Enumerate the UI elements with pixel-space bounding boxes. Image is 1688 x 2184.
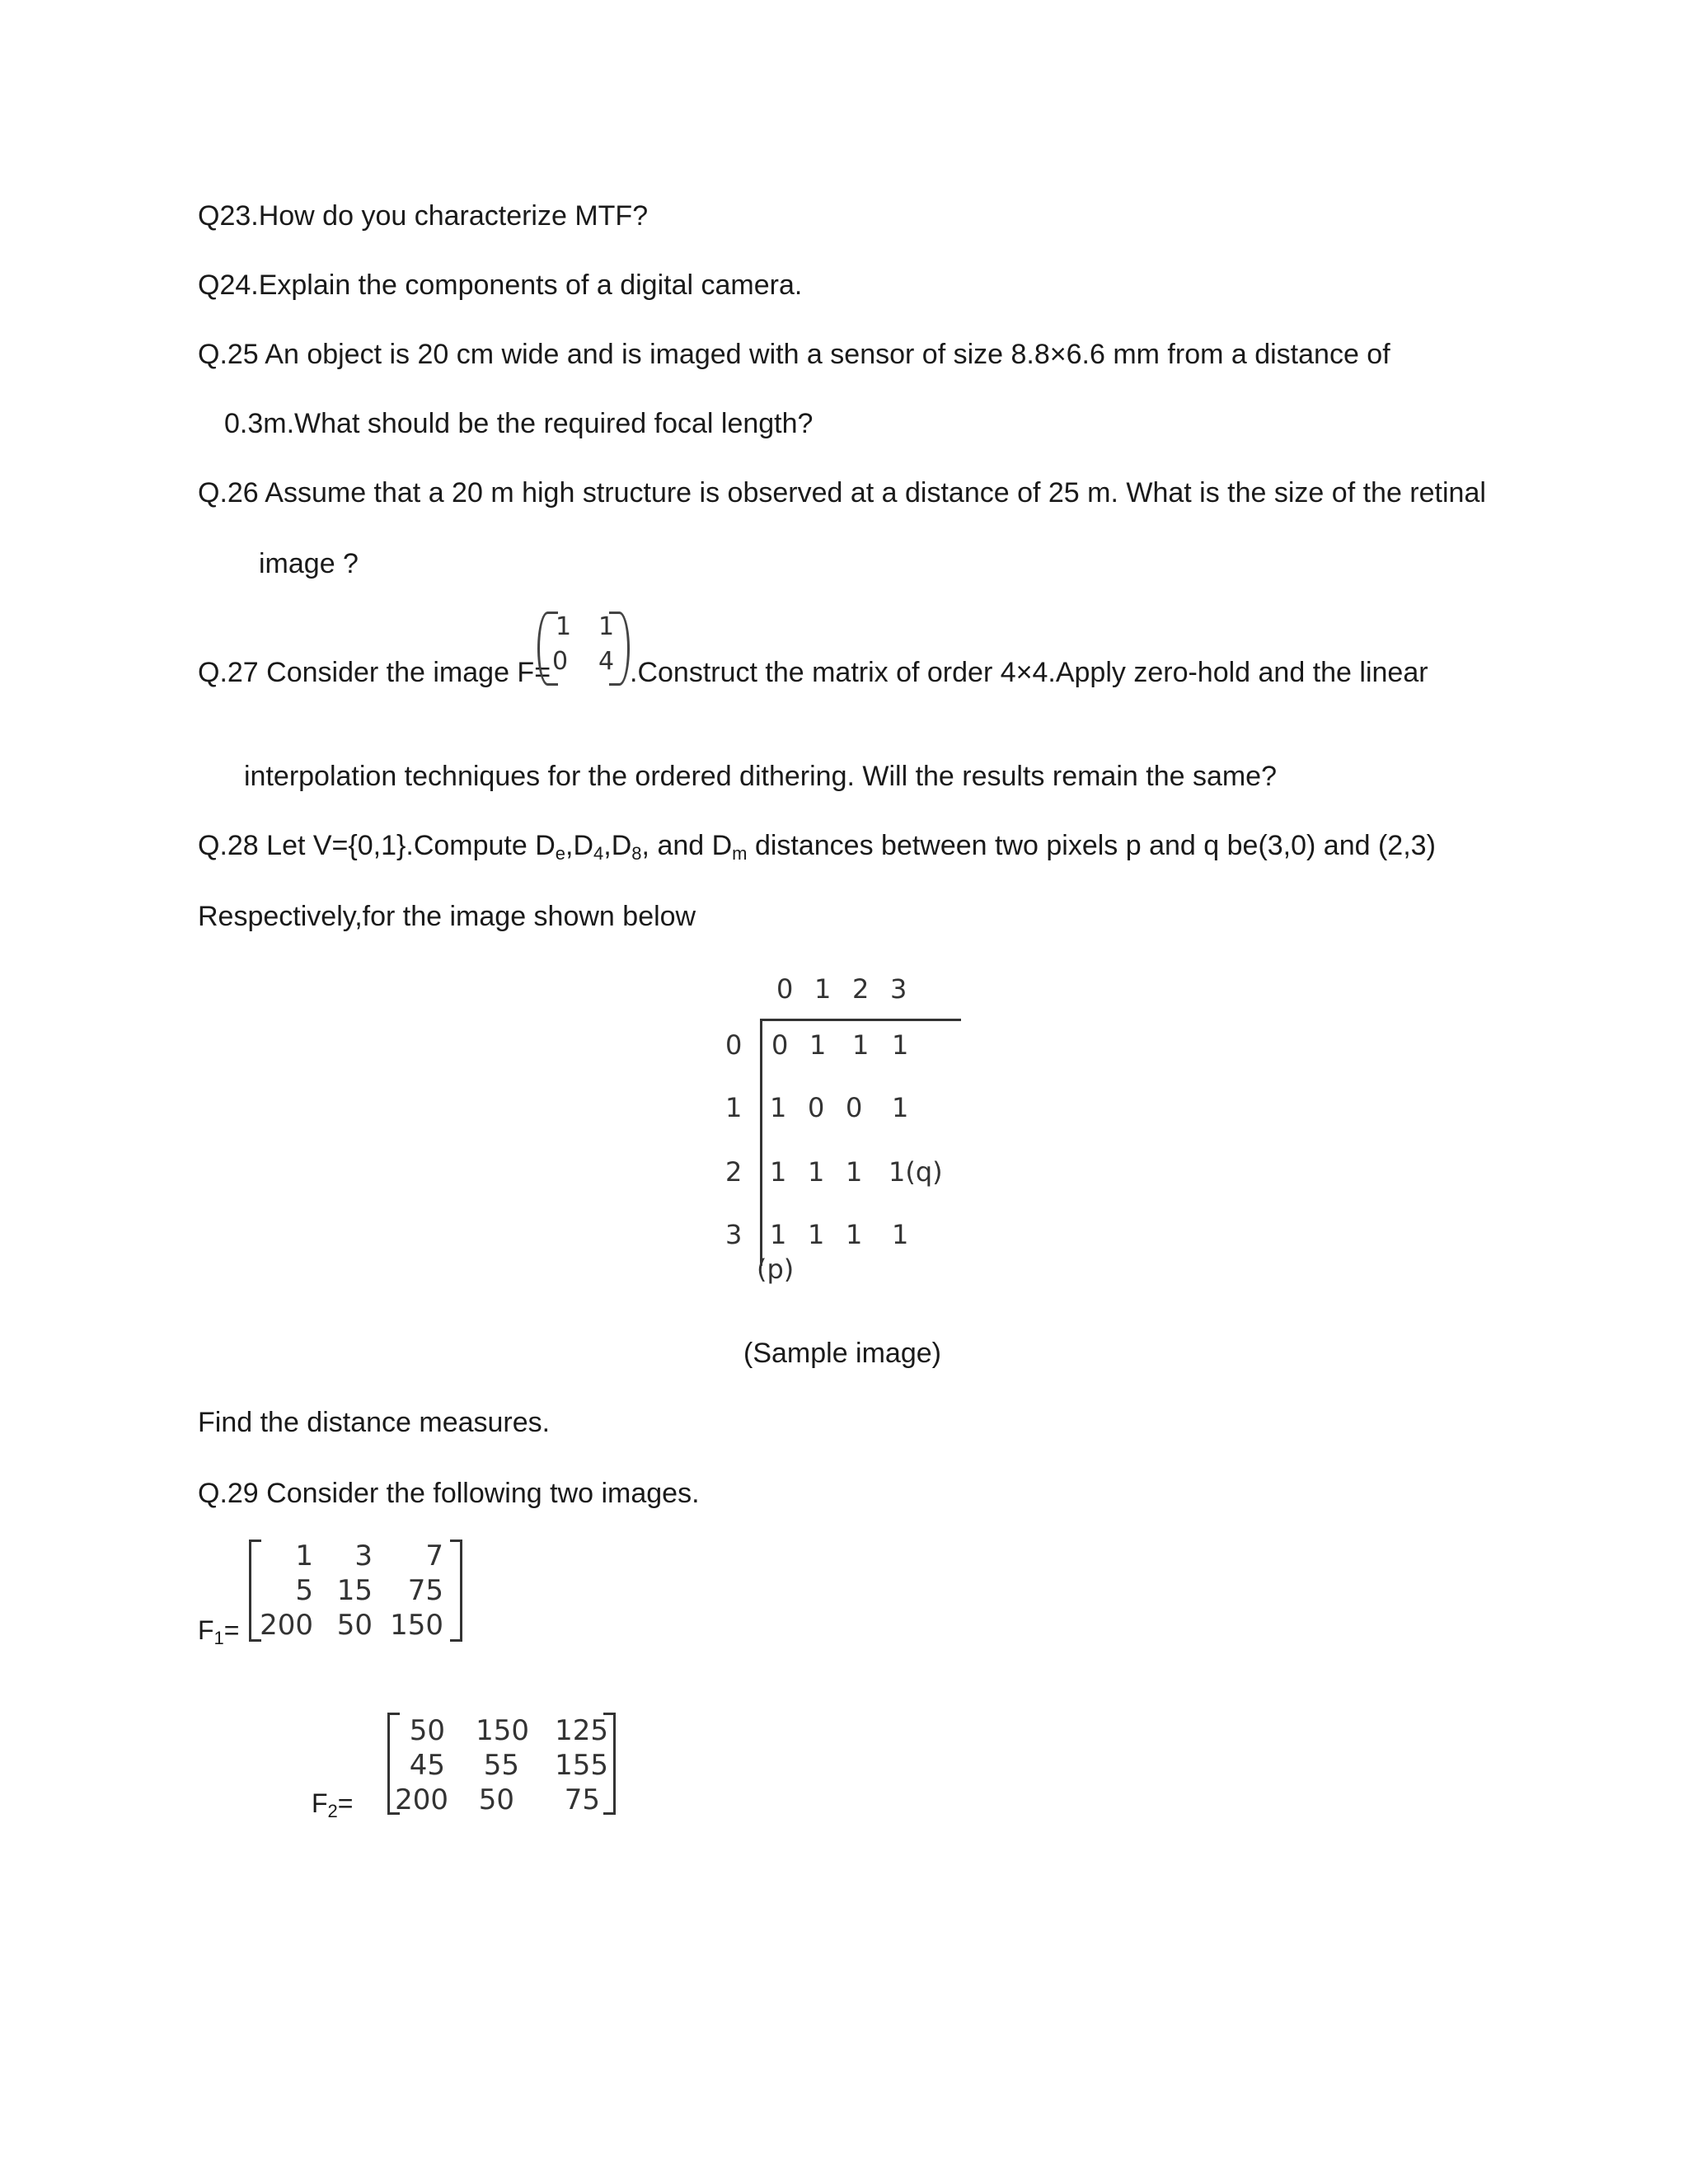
f1-cell: 150 <box>390 1609 443 1642</box>
q28-text: distances between two pixels p and q be(3,0) and (2,3) <box>747 830 1436 861</box>
matrix-f-cell: 0 <box>552 647 569 676</box>
row-header: 0 <box>725 1029 743 1061</box>
f1-cell: 200 <box>260 1609 313 1642</box>
f2-cell: 55 <box>483 1749 519 1782</box>
sample-image-caption: (Sample image) <box>743 1338 941 1369</box>
question-27-line-2: interpolation techniques for the ordered dithering. Will the results remain the same? <box>244 761 1278 792</box>
matrix-f-cell: 1 <box>556 612 572 641</box>
grid-cell: 1 <box>892 1219 909 1250</box>
grid-top-rule <box>760 1019 961 1021</box>
f1-label <box>198 1614 239 1655</box>
grid-cell: 1 <box>846 1219 863 1250</box>
f2-cell: 155 <box>555 1749 608 1782</box>
f2-cell: 125 <box>555 1714 608 1747</box>
f1-cell: 5 <box>295 1574 313 1607</box>
question-27-suffix: .Construct the matrix of order 4×4.Apply zero-hold and the linear <box>630 657 1428 688</box>
grid-cell-q: 1(q) <box>889 1156 943 1188</box>
question-23: Q23.How do you characterize MTF? <box>198 200 649 232</box>
grid-cell: 1 <box>770 1092 787 1123</box>
matrix-f-cell: 4 <box>598 647 615 676</box>
pixel-p-label: (p) <box>757 1254 795 1285</box>
f1-label-sub: 1 <box>213 1628 224 1648</box>
f1-cell: 3 <box>354 1540 373 1572</box>
matrix-f <box>537 612 630 682</box>
q28-subscript: e <box>555 843 566 864</box>
find-distance-text: Find the distance measures. <box>198 1407 551 1438</box>
f1-cell: 1 <box>295 1540 313 1572</box>
q28-text: Q.28 Let V={0,1}.Compute D <box>198 830 556 861</box>
grid-cell: 0 <box>771 1029 789 1061</box>
f1-cell: 7 <box>425 1540 443 1572</box>
grid-cell: 1 <box>808 1156 825 1188</box>
f2-cell: 50 <box>409 1714 445 1747</box>
q28-subscript: m <box>732 843 748 864</box>
grid-cell: 1 <box>846 1156 863 1188</box>
f1-right-bracket <box>450 1540 462 1642</box>
f1-label-main: F <box>198 1615 214 1645</box>
question-27-prefix: Q.27 Consider the image F= <box>198 657 551 688</box>
f2-cell: 50 <box>478 1783 514 1816</box>
grid-cell: 1 <box>852 1029 870 1061</box>
f1-cell: 75 <box>407 1574 443 1607</box>
f2-label-eq: = <box>337 1788 354 1818</box>
q28-text: ,D <box>565 830 594 861</box>
f1-cell: 50 <box>336 1609 373 1642</box>
row-header: 1 <box>725 1092 743 1123</box>
question-25-line-2: 0.3m.What should be the required focal length? <box>224 408 814 439</box>
f2-label <box>312 1787 353 1828</box>
f1-label-eq: = <box>223 1615 240 1645</box>
q28-subscript: 8 <box>631 843 642 864</box>
question-28-line-2: Respectively,for the image shown below <box>198 901 696 932</box>
grid-cell: 1 <box>809 1029 827 1061</box>
f2-cell: 75 <box>564 1783 600 1816</box>
grid-cell: 1 <box>892 1092 909 1123</box>
f2-cell: 45 <box>409 1749 445 1782</box>
question-24: Q24.Explain the components of a digital camera. <box>198 269 803 301</box>
f1-cell: 15 <box>336 1574 373 1607</box>
grid-cell: 1 <box>808 1219 825 1250</box>
grid-cell: 0 <box>808 1092 825 1123</box>
question-29: Q.29 Consider the following two images. <box>198 1478 700 1509</box>
grid-cell: 0 <box>846 1092 863 1123</box>
question-26-line-1: Q.26 Assume that a 20 m high structure is observed at a distance of 25 m. What is the size of the retinal <box>198 477 1486 509</box>
question-25-line-1: Q.25 An object is 20 cm wide and is imaged with a sensor of size 8.8×6.6 mm from a distance of <box>198 339 1390 370</box>
q28-text: ,D <box>603 830 632 861</box>
row-header: 3 <box>725 1219 743 1250</box>
column-header: 1 <box>814 973 832 1005</box>
f2-label-sub: 2 <box>327 1801 338 1821</box>
grid-cell: 1 <box>892 1029 909 1061</box>
q28-subscript: 4 <box>593 843 604 864</box>
grid-cell-p: 1 <box>770 1219 787 1250</box>
column-header: 3 <box>890 973 907 1005</box>
row-header: 2 <box>725 1156 743 1188</box>
grid-left-rule <box>760 1019 762 1266</box>
column-header: 0 <box>776 973 794 1005</box>
f2-label-main: F <box>312 1788 328 1818</box>
column-header: 2 <box>852 973 870 1005</box>
f2-cell: 200 <box>395 1783 448 1816</box>
q28-text: , and D <box>641 830 733 861</box>
f2-cell: 150 <box>476 1714 529 1747</box>
question-28-line-1 <box>198 829 1436 870</box>
grid-cell: 1 <box>770 1156 787 1188</box>
question-26-line-2: image ? <box>259 548 359 579</box>
matrix-f-cell: 1 <box>598 612 615 641</box>
